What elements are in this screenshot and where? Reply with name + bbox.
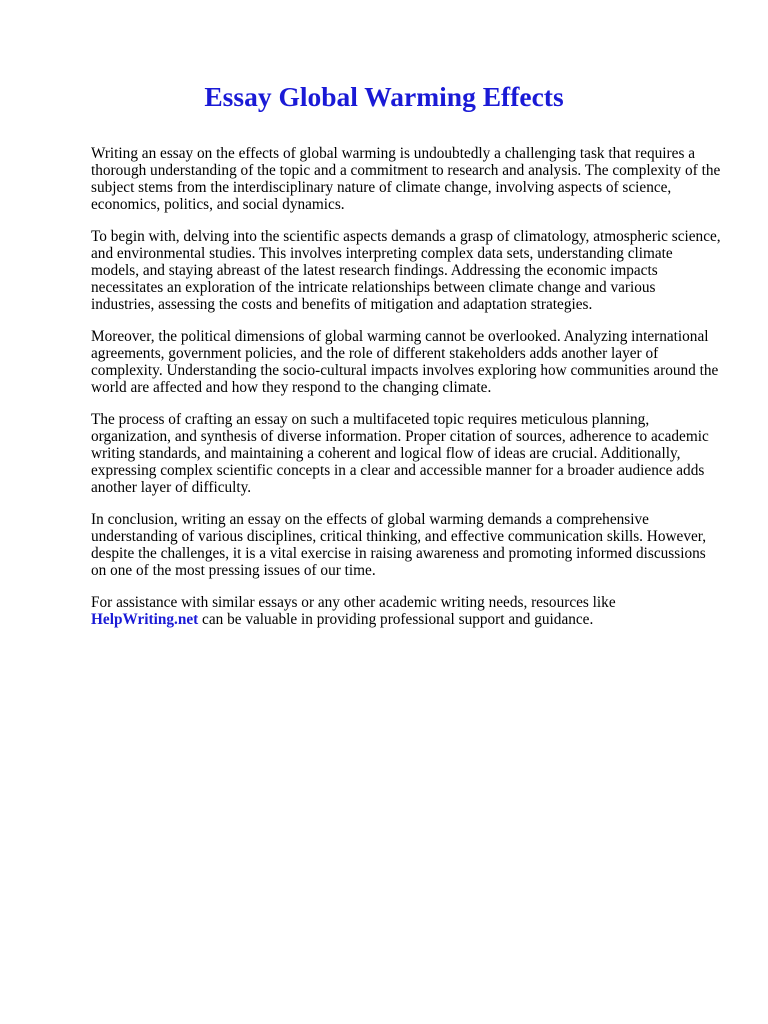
paragraph-5: In conclusion, writing an essay on the effects of global warming demands a comprehensive understanding of various disciplines, critical thinking, and effective communication skills. However, despite the challenges, it is a vital exercise in raising awareness and promoting informed discussions on one of the most pressing issues of our time.	[91, 511, 707, 579]
paragraph-3: Moreover, the political dimensions of global warming cannot be overlooked. Analyzing international agreements, government policies, and the role of different stakeholders adds another layer of complexity. Understanding the socio-cultural impacts involves exploring how communities around the world are affected and how they respond to the changing climate.	[91, 328, 719, 396]
closing-text-after-link: can be valuable in providing professional support and guidance.	[198, 611, 594, 628]
helpwriting-link[interactable]: HelpWriting.net	[91, 611, 199, 628]
essay-body	[91, 145, 721, 643]
page-title: Essay Global Warming Effects	[204, 81, 564, 112]
paragraph-2: To begin with, delving into the scientific aspects demands a grasp of climatology, atmospheric science, and environmental studies. This involves interpreting complex data sets, understanding climate models, and staying abreast of the latest research findings. Addressing the economic impacts necessitates an exploration of the intricate relationships between climate change and various industries, assessing the costs and benefits of mitigation and adaptation strategies.	[91, 228, 721, 313]
paragraph-4: The process of crafting an essay on such a multifaceted topic requires meticulous planning, organization, and synthesis of diverse information. Proper citation of sources, adherence to academic writing standards, and maintaining a coherent and logical flow of ideas are crucial. Additionally, expressing complex scientific concepts in a clear and accessible manner for a broader audience adds another layer of difficulty.	[91, 411, 709, 496]
paragraph-1: Writing an essay on the effects of global warming is undoubtedly a challenging task that requires a thorough understanding of the topic and a commitment to research and analysis. The complexity of the subject stems from the interdisciplinary nature of climate change, involving aspects of science, economics, politics, and social dynamics.	[91, 145, 721, 213]
closing-text-before-link: For assistance with similar essays or any other academic writing needs, resources like	[91, 594, 616, 611]
closing-paragraph	[91, 594, 721, 628]
